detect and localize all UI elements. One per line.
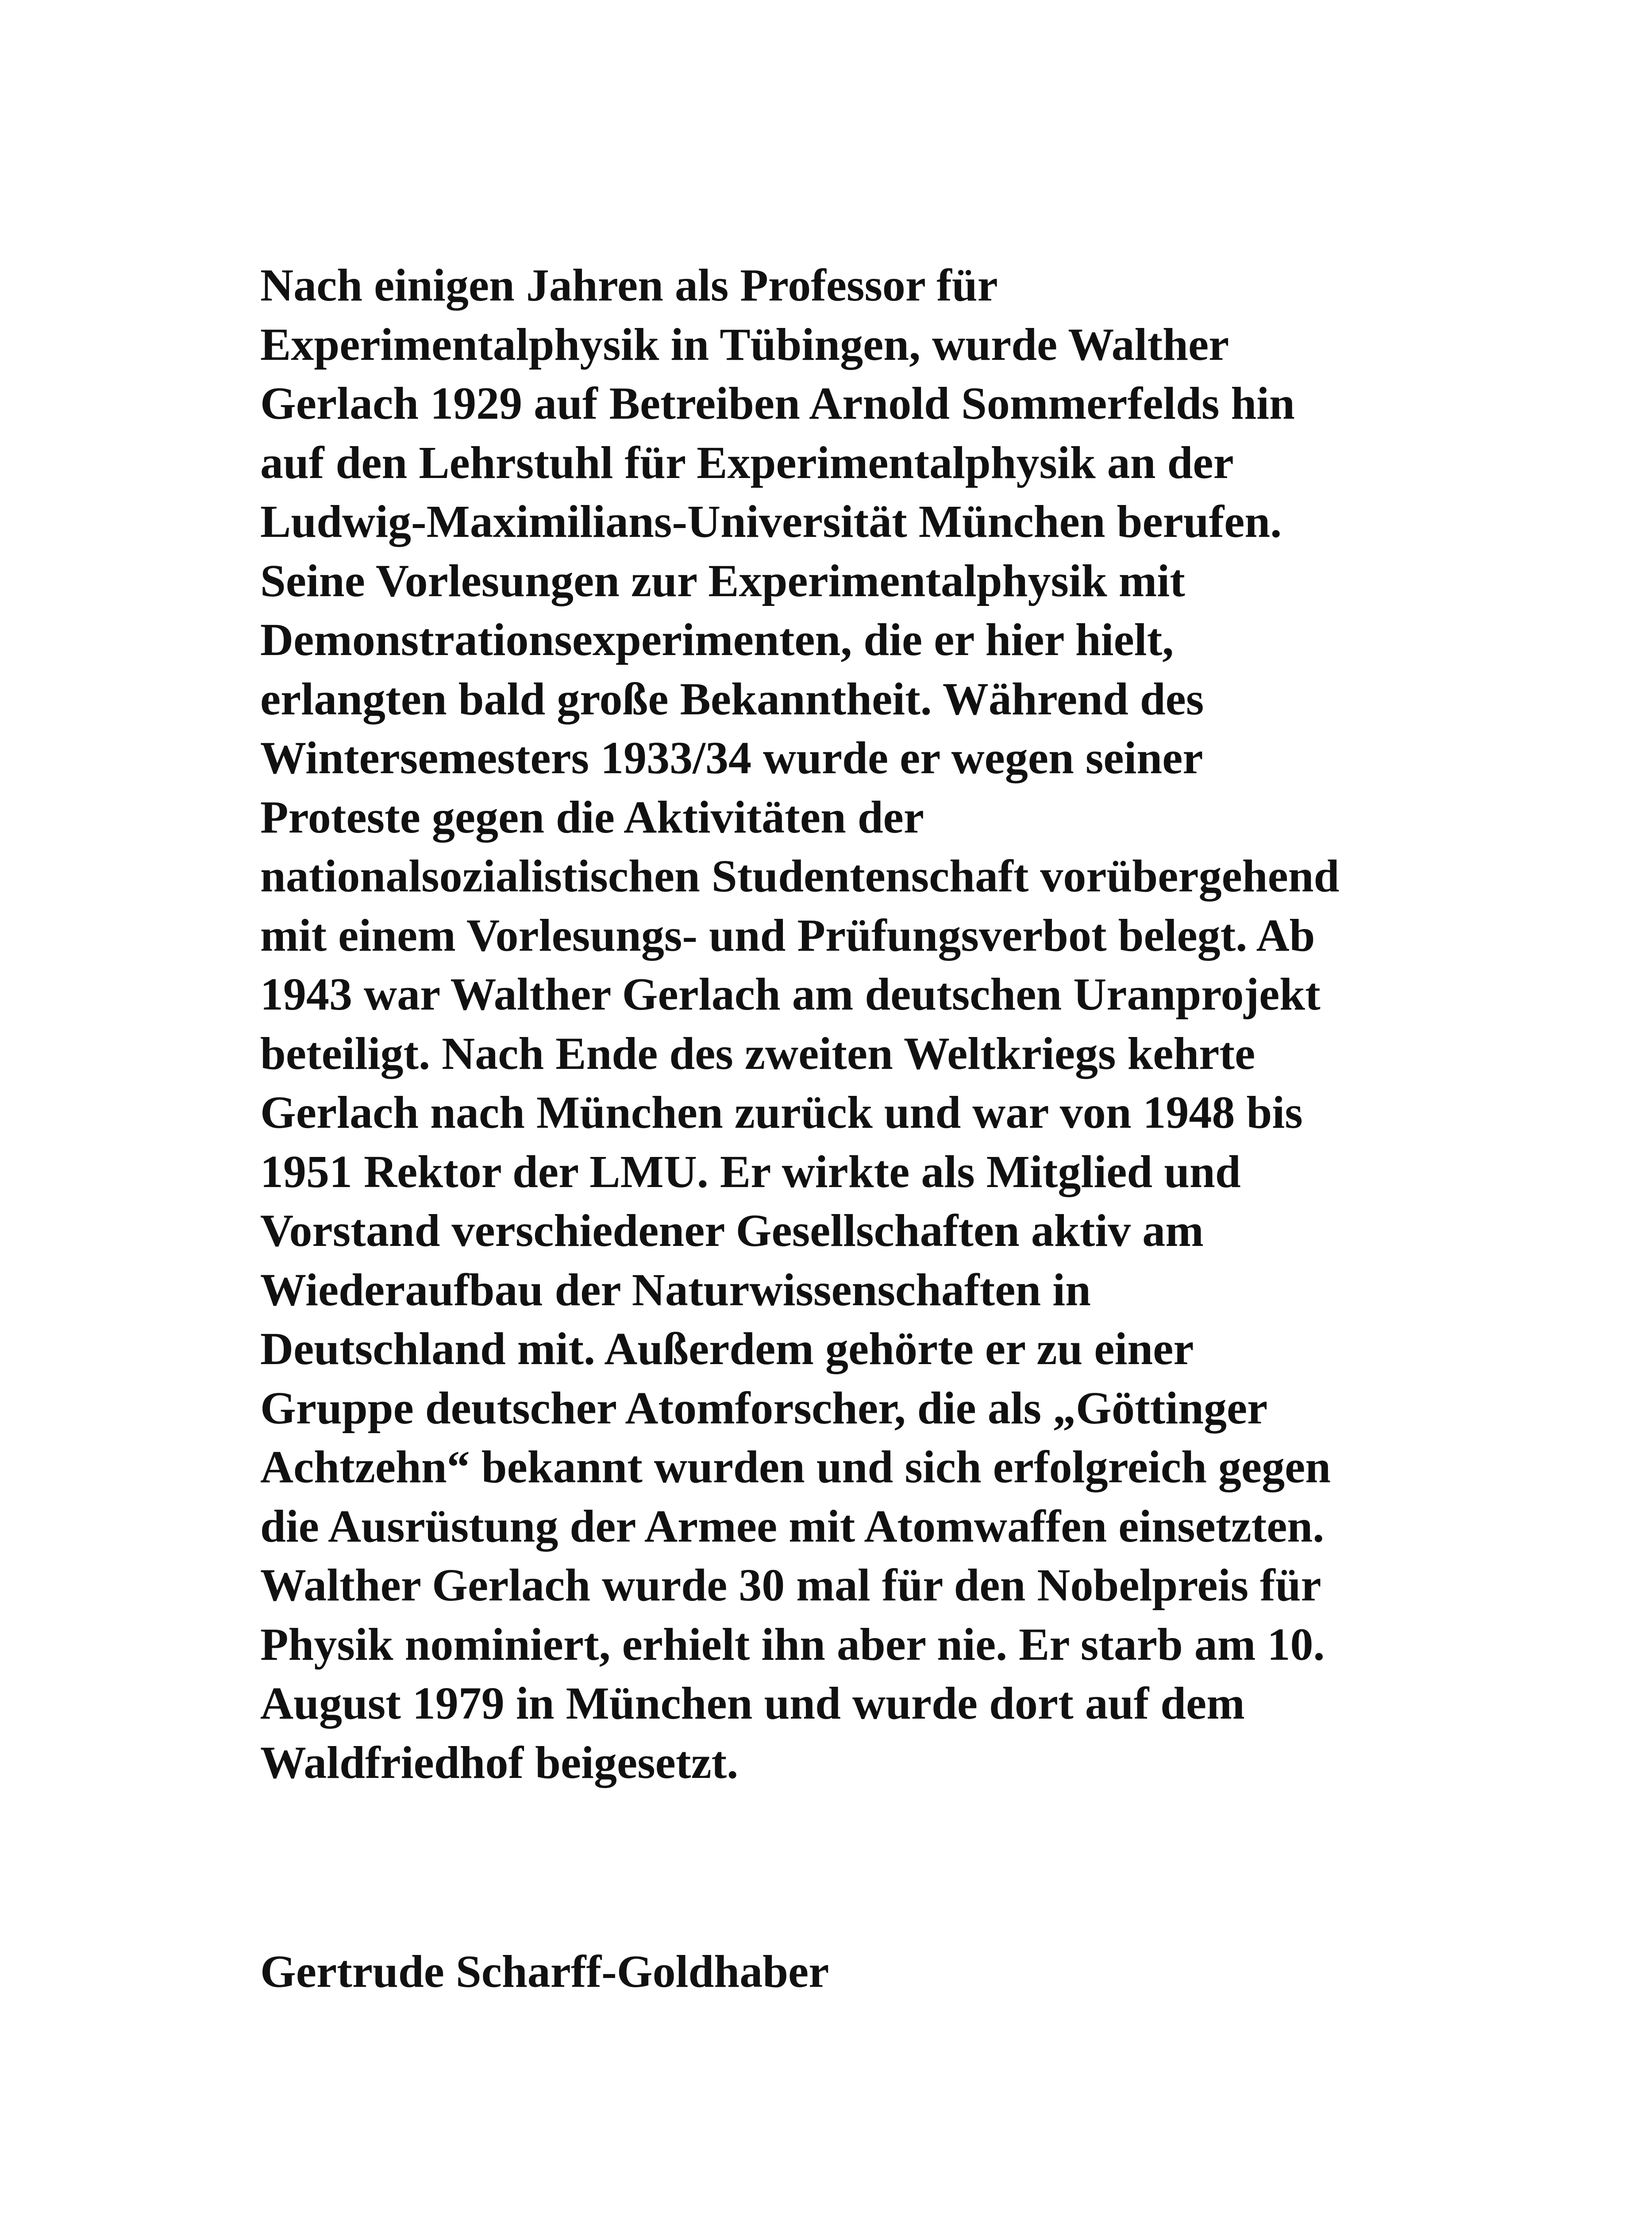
paragraph-line: Wintersemesters 1933/34 wurde er wegen seiner [260, 733, 1203, 783]
paragraph-line: 1943 war Walther Gerlach am deutschen Uranprojekt [260, 969, 1321, 1020]
paragraph-line: die Ausrüstung der Armee mit Atomwaffen einsetzten. [260, 1500, 1325, 1552]
paragraph-line: Waldfriedhof beigesetzt. [260, 1737, 739, 1788]
paragraph-line: erlangten bald große Bekanntheit. Während des [260, 673, 1204, 725]
paragraph-line: Achtzehn“ bekannt wurden und sich erfolgreich gegen [260, 1442, 1331, 1492]
paragraph-line: Wiederaufbau der Naturwissenschaften in [260, 1264, 1091, 1315]
paragraph-line: Ludwig-Maximilians-Universität München berufen. [260, 496, 1282, 547]
section-heading: Gertrude Scharff-Goldhaber [260, 1946, 829, 1997]
paragraph-line: Deutschland mit. Außerdem gehörte er zu einer [260, 1323, 1194, 1374]
paragraph-line: August 1979 in München und wurde dort auf dem [260, 1678, 1245, 1729]
paragraph-line: Proteste gegen die Aktivitäten der [260, 791, 924, 843]
paragraph-line: 1951 Rektor der LMU. Er wirkte als Mitglied und [260, 1146, 1241, 1197]
paragraph-line: nationalsozialistischen Studentenschaft vorübergehend [260, 851, 1340, 902]
paragraph-line: Walther Gerlach wurde 30 mal für den Nobelpreis für [260, 1560, 1321, 1611]
paragraph-line: Vorstand verschiedener Gesellschaften aktiv am [260, 1205, 1204, 1256]
paragraph-line: Experimentalphysik in Tübingen, wurde Walther [260, 319, 1229, 370]
paragraph-line: Gerlach nach München zurück und war von 1948 bis [260, 1087, 1303, 1138]
paragraph-line: Demonstrationsexperimenten, die er hier hielt, [260, 614, 1174, 665]
paragraph-line: Nach einigen Jahren als Professor für [260, 260, 998, 311]
biography-paragraph [260, 256, 1437, 1792]
paragraph-line: auf den Lehrstuhl für Experimentalphysik an der [260, 437, 1234, 488]
paragraph-line: Physik nominiert, erhielt ihn aber nie. Er starb am 10. [260, 1619, 1325, 1670]
paragraph-line: Seine Vorlesungen zur Experimentalphysik mit [260, 555, 1185, 606]
paragraph-line: Gruppe deutscher Atomforscher, die als „Göttinger [260, 1382, 1268, 1434]
paragraph-line: Gerlach 1929 auf Betreiben Arnold Sommerfelds hin [260, 378, 1295, 429]
paragraph-line: mit einem Vorlesungs- und Prüfungsverbot belegt. Ab [260, 910, 1315, 961]
paragraph-line: beteiligt. Nach Ende des zweiten Weltkriegs kehrte [260, 1028, 1255, 1079]
